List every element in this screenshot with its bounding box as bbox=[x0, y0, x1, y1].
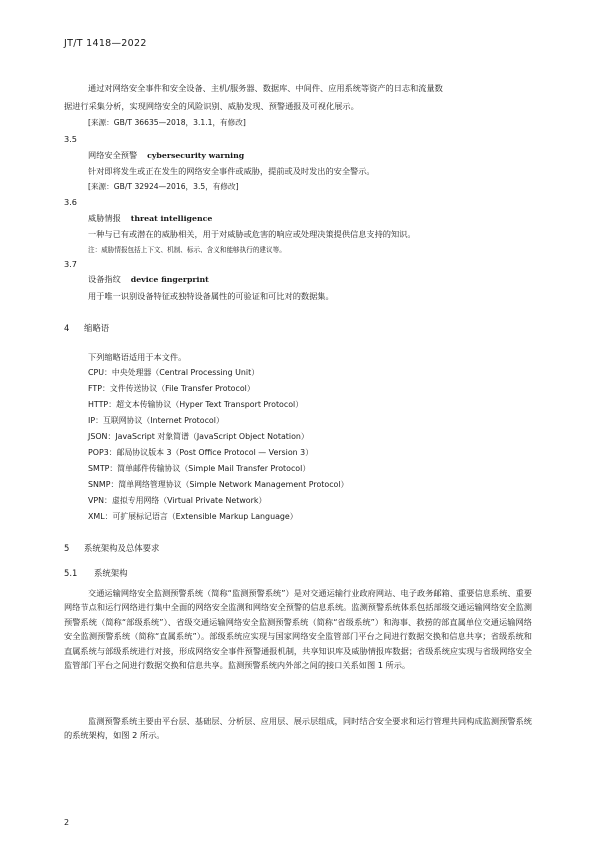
architecture-paragraph-2: 监测预警系统主要由平台层、基础层、分析层、应用层、展示层组成，同时结合安全要求和运行管理共同构成监测预警系统的系统架构，如图 2 所示。 bbox=[64, 716, 532, 741]
section-number: 4 bbox=[64, 323, 70, 333]
standard-number: JT/T 1418—2022 bbox=[64, 38, 147, 49]
intro-line-1: 通过对网络安全事件和安全设备、主机/服务器、数据库、中间件、应用系统等资产的日志和流量数 bbox=[88, 83, 443, 93]
section-title: 缩略语 bbox=[84, 323, 110, 333]
architecture-paragraph-1: 交通运输网络安全监测预警系统（简称“监测预警系统”）是对交通运输行业政府网站、电子政务邮箱、重要信息系统、重要网络节点和运行网络进行集中全面的网络安全监测和网络安全预警的信息系统。监测预警系统体系包括部级交通运输网络安全监测预警系统（简称“部级系统”）、省级交通运输网络安全监测预警系统（简称“省级系统”）和海事、救捞的部直属单位交通运输网络安全监测预警系统（简称“直属系统”）。部级系统应实现与国家网络安全监管部门平台之间进行数据交换和信息共享；省级系统和直属系统与部级系统进行对接，形成网络安全事件预警通报机制，共享知识库及威胁情报库数据；省级系统应实现与省级网络安全监管部门平台之间进行数据交换和信息共享。监测预警系统内外部之间的接口关系如图 1 所示。 bbox=[64, 588, 532, 671]
abbr-intro: 下列缩略语适用于本文件。 bbox=[88, 352, 187, 362]
abbr-item: FTP：文件传送协议（File Transfer Protocol） bbox=[88, 384, 255, 393]
term-zh: 网络安全预警 bbox=[88, 150, 138, 160]
abbr-item: SNMP：简单网络管理协议（Simple Network Management Protocol） bbox=[88, 480, 349, 489]
term-zh: 威胁情报 bbox=[88, 213, 121, 223]
abbr-item: IP：互联网协议（Internet Protocol） bbox=[88, 416, 224, 425]
term-zh: 设备指纹 bbox=[88, 274, 121, 284]
term-number: 3.5 bbox=[64, 134, 78, 144]
abbr-item: SMTP：简单邮件传输协议（Simple Mail Transfer Protocol） bbox=[88, 464, 311, 473]
abbr-item: XML：可扩展标记语言（Extensible Markup Language） bbox=[88, 512, 298, 521]
term-definition: 一种与已有或潜在的威胁相关，用于对威胁或危害的响应或处理决策提供信息支持的知识。 bbox=[88, 229, 416, 239]
section-heading bbox=[64, 322, 109, 334]
subsection-number: 5.1 bbox=[64, 568, 78, 578]
subsection-title: 系统架构 bbox=[94, 568, 128, 578]
subsection-heading bbox=[64, 567, 128, 579]
abbr-item: JSON：JavaScript 对象简谱（JavaScript Object Notation） bbox=[88, 432, 309, 441]
term-number: 3.7 bbox=[64, 259, 78, 269]
term-definition: 用于唯一识别设备特征或独特设备属性的可验证和可比对的数据集。 bbox=[88, 291, 334, 301]
term-en: cybersecurity warning bbox=[147, 151, 245, 160]
term-number: 3.6 bbox=[64, 197, 78, 207]
page-number: 2 bbox=[64, 818, 70, 827]
section-title: 系统架构及总体要求 bbox=[84, 543, 160, 553]
section-heading bbox=[64, 542, 159, 554]
intro-line-2: 据进行采集分析，实现网络安全的风险识别、威胁发现、预警通报及可视化展示。 bbox=[64, 101, 359, 111]
term-heading bbox=[88, 213, 212, 224]
intro-source: [来源：GB/T 36635—2018，3.1.1，有修改] bbox=[88, 118, 246, 127]
abbr-item: HTTP：超文本传输协议（Hyper Text Transport Protocol） bbox=[88, 400, 304, 409]
abbr-item: POP3：邮局协议版本 3（Post Office Protocol — Version 3） bbox=[88, 448, 314, 457]
abbr-item: CPU：中央处理器（Central Processing Unit） bbox=[88, 368, 260, 377]
term-source: [来源：GB/T 32924—2016，3.5，有修改] bbox=[88, 182, 239, 191]
term-en: threat intelligence bbox=[130, 214, 213, 223]
term-heading bbox=[88, 150, 244, 161]
term-note: 注：威胁情报包括上下文、机制、标示、含义和能够执行的建议等。 bbox=[88, 246, 286, 254]
term-definition: 针对即将发生或正在发生的网络安全事件或威胁，提前或及时发出的安全警示。 bbox=[88, 166, 375, 176]
term-en: device fingerprint bbox=[130, 275, 209, 284]
section-number: 5 bbox=[64, 543, 70, 553]
abbr-item: VPN：虚拟专用网络（Virtual Private Network） bbox=[88, 496, 267, 505]
term-heading bbox=[88, 274, 209, 285]
